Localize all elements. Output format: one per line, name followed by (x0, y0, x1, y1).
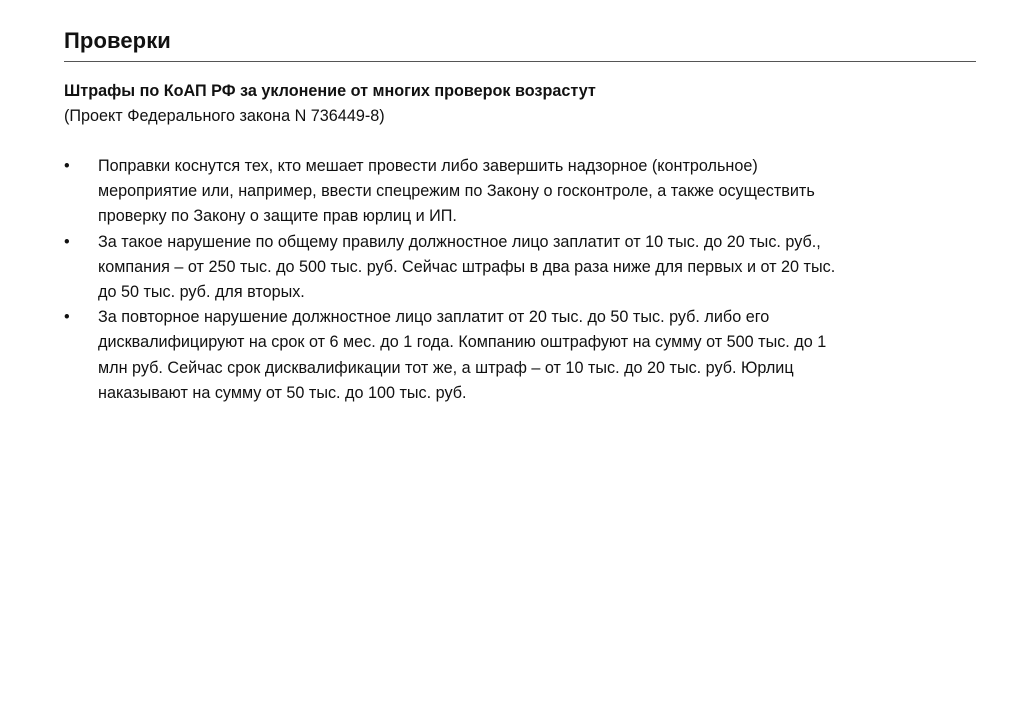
bullet-item (64, 230, 978, 306)
bullet-text-line: проверку по Закону о защите прав юрлиц и ИП. (98, 207, 457, 226)
bullet-text-line: Поправки коснутся тех, кто мешает провести либо завершить надзорное (контрольное) (98, 157, 758, 175)
bullet-text-line: мероприятие или, например, ввести спецрежим по Закону о госконтроле, а также осуществить (98, 182, 815, 201)
title-divider (64, 61, 976, 62)
bullet-marker: • (64, 157, 70, 175)
bullet-text-line: За повторное нарушение должностное лицо заплатит от 20 тыс. до 50 тыс. руб. либо его (98, 308, 770, 327)
bullet-text-line: дисквалифицируют на срок от 6 мес. до 1 года. Компанию оштрафуют на сумму от 500 тыс. до 1 (98, 333, 827, 352)
bullet-text-line: до 50 тыс. руб. для вторых. (98, 283, 305, 302)
bullet-text-line: наказывают на сумму от 50 тыс. до 100 тыс. руб. (98, 383, 467, 402)
bullet-text-line: компания – от 250 тыс. до 500 тыс. руб. Сейчас штрафы в два раза ниже для первых и от 20 тыс. (98, 257, 836, 276)
page-title: Проверки (64, 28, 171, 53)
bullet-marker: • (64, 232, 70, 251)
article-source: (Проект Федерального закона N 736449-8) (64, 107, 385, 125)
bullet-item (64, 154, 978, 230)
article-heading: Штрафы по КоАП РФ за уклонение от многих проверок возрастут (64, 82, 596, 100)
bullet-marker: • (64, 308, 70, 327)
bullet-text-line: За такое нарушение по общему правилу должностное лицо заплатит от 10 тыс. до 20 тыс. руб., (98, 232, 821, 251)
document-body (64, 79, 976, 406)
bullet-list (64, 154, 976, 406)
bullet-text-line: млн руб. Сейчас срок дисквалификации тот же, а штраф – от 10 тыс. до 20 тыс. руб. Юрлиц (98, 358, 794, 377)
bullet-item (64, 305, 978, 406)
